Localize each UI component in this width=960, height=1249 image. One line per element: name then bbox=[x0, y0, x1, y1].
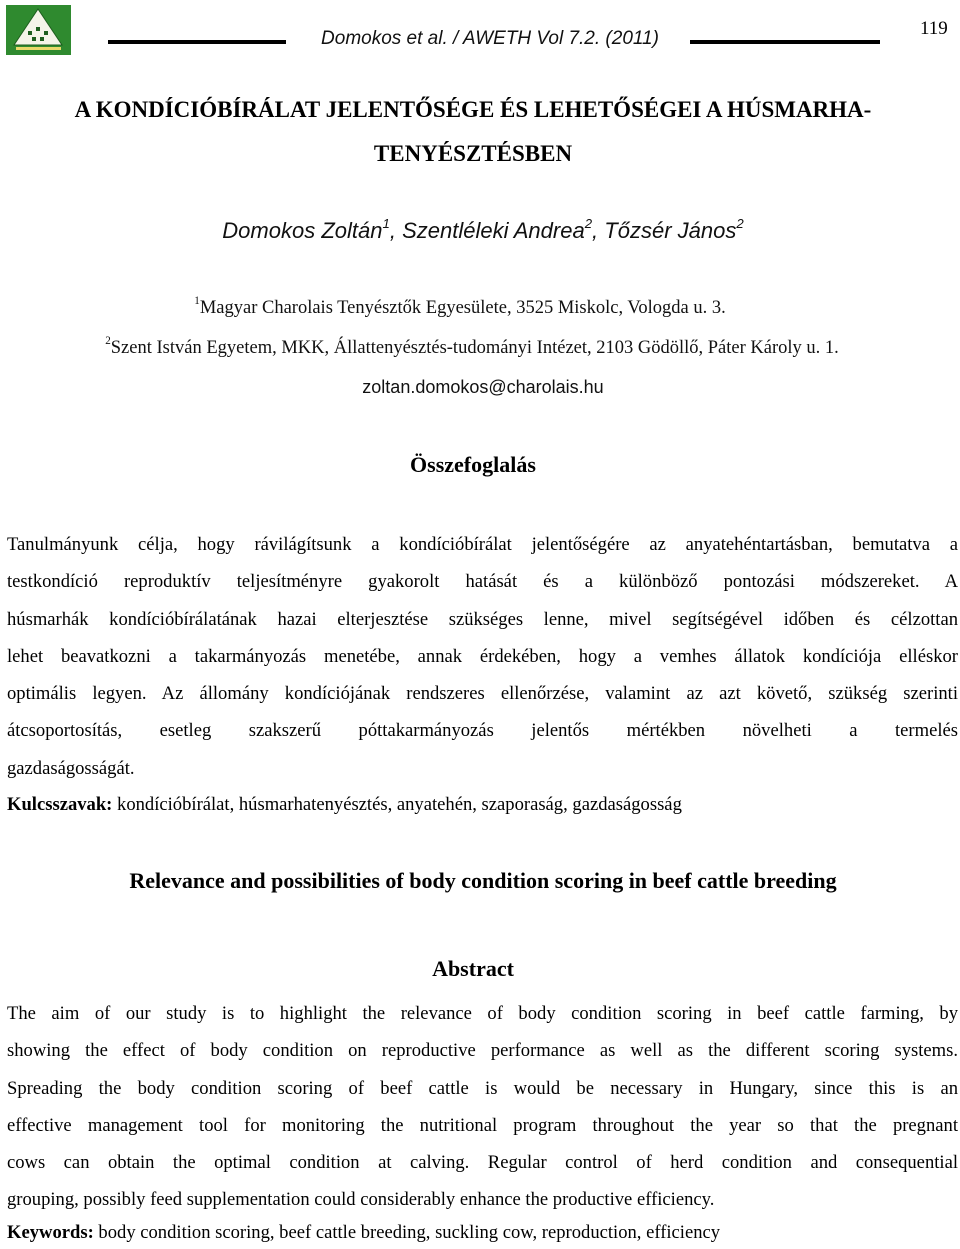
header-rule-left bbox=[108, 40, 286, 44]
abstract-heading: Abstract bbox=[432, 956, 514, 981]
header-rule-right bbox=[690, 40, 880, 44]
author-name: Domokos Zoltán bbox=[222, 218, 383, 243]
author-name: Szentléleki Andrea bbox=[402, 218, 585, 243]
summary-heading: Összefoglalás bbox=[410, 452, 536, 477]
page-number: 119 bbox=[920, 18, 948, 39]
keywords-en bbox=[7, 1222, 958, 1244]
abstract-line: grouping, possibly feed supplementation could considerably enhance the productive efficiency. bbox=[7, 1189, 715, 1211]
running-head: Domokos et al. / AWETH Vol 7.2. (2011) bbox=[321, 28, 659, 49]
abstract-paragraph bbox=[7, 995, 958, 1219]
keywords-label: Keywords: bbox=[7, 1222, 94, 1243]
author-affiliation-mark: 2 bbox=[736, 215, 744, 231]
author-affiliation-mark: 2 bbox=[584, 215, 593, 231]
summary-line: lehet beavatkozni a takarmányozás menetébe, annak érdekében, hogy a vemhes állatok kondíciója elléskor bbox=[7, 645, 958, 667]
abstract-line: showing the effect of body condition on reproductive performance as well as the different scoring systems. bbox=[7, 1040, 958, 1062]
affiliation-mark: 2 bbox=[105, 335, 111, 348]
paper-title-line-2: TENYÉSZTÉSBEN bbox=[373, 141, 573, 166]
journal-logo-icon bbox=[6, 5, 71, 55]
author-name: Tőzsér János bbox=[604, 218, 737, 243]
abstract-line: Spreading the body condition scoring of beef cattle is would be necessary in Hungary, since this is an bbox=[7, 1077, 958, 1099]
summary-line: húsmarhák kondícióbírálatának hazai elterjesztése szükséges lenne, mivel segítségével időben és célzottan bbox=[7, 608, 958, 630]
keywords-text: kondícióbírálat, húsmarhatenyésztés, anyatehén, szaporaság, gazdaságosság bbox=[117, 794, 682, 815]
summary-line: gazdaságosságát. bbox=[7, 757, 135, 779]
author-affiliation-mark: 1 bbox=[382, 215, 390, 231]
affiliation bbox=[0, 295, 940, 319]
english-title: Relevance and possibilities of body condition scoring in beef cattle breeding bbox=[129, 868, 837, 893]
keywords-hu bbox=[7, 794, 958, 816]
affiliation-text: Szent István Egyetem, MKK, Állattenyésztés-tudományi Intézet, 2103 Gödöllő, Páter Károly u. 1. bbox=[110, 338, 839, 358]
keywords-text: body condition scoring, beef cattle breeding, suckling cow, reproduction, efficiency bbox=[98, 1222, 721, 1243]
abstract-line: effective management tool for monitoring the nutritional program throughout the year so that the pregnant bbox=[7, 1114, 958, 1136]
summary-paragraph bbox=[7, 526, 958, 787]
abstract-line: cows can obtain the optimal condition at calving. Regular control of herd condition and consequential bbox=[7, 1152, 958, 1174]
affiliation bbox=[0, 335, 952, 359]
paper-title-line-1: A KONDÍCIÓBÍRÁLAT JELENTŐSÉGE ÉS LEHETŐSÉGEI A HÚSMARHA- bbox=[74, 97, 872, 122]
affiliation-mark: 1 bbox=[194, 295, 200, 308]
summary-line: Tanulmányunk célja, hogy rávilágítsunk a kondícióbírálat jelentőségére az anyatehéntartásban, bemutatva a bbox=[7, 534, 958, 555]
summary-line: optimális legyen. Az állomány kondíciójának rendszeres ellenőrzése, valamint az azt követő, szükség szerinti bbox=[7, 683, 958, 705]
summary-line: testkondíció reproduktív teljesítményre gyakorolt hatását és a különböző pontozási módszereket. A bbox=[7, 571, 958, 593]
abstract-line: The aim of our study is to highlight the relevance of body condition scoring in beef cattle farming, by bbox=[7, 1003, 958, 1024]
affiliation-text: Magyar Charolais Tenyésztők Egyesülete, 3525 Miskolc, Vologda u. 3. bbox=[199, 298, 726, 318]
contact-email[interactable]: zoltan.domokos@charolais.hu bbox=[362, 377, 604, 397]
keywords-label: Kulcsszavak: bbox=[7, 794, 113, 815]
author-list: Domokos Zoltán$^1$, Szentléleki Andrea$^2$, Tőzsér János$^2$ bbox=[222, 215, 744, 243]
summary-line: átcsoportosítás, esetleg szakszerű póttakarmányozás jelentős mértékben növelheti a termelés bbox=[7, 720, 958, 742]
